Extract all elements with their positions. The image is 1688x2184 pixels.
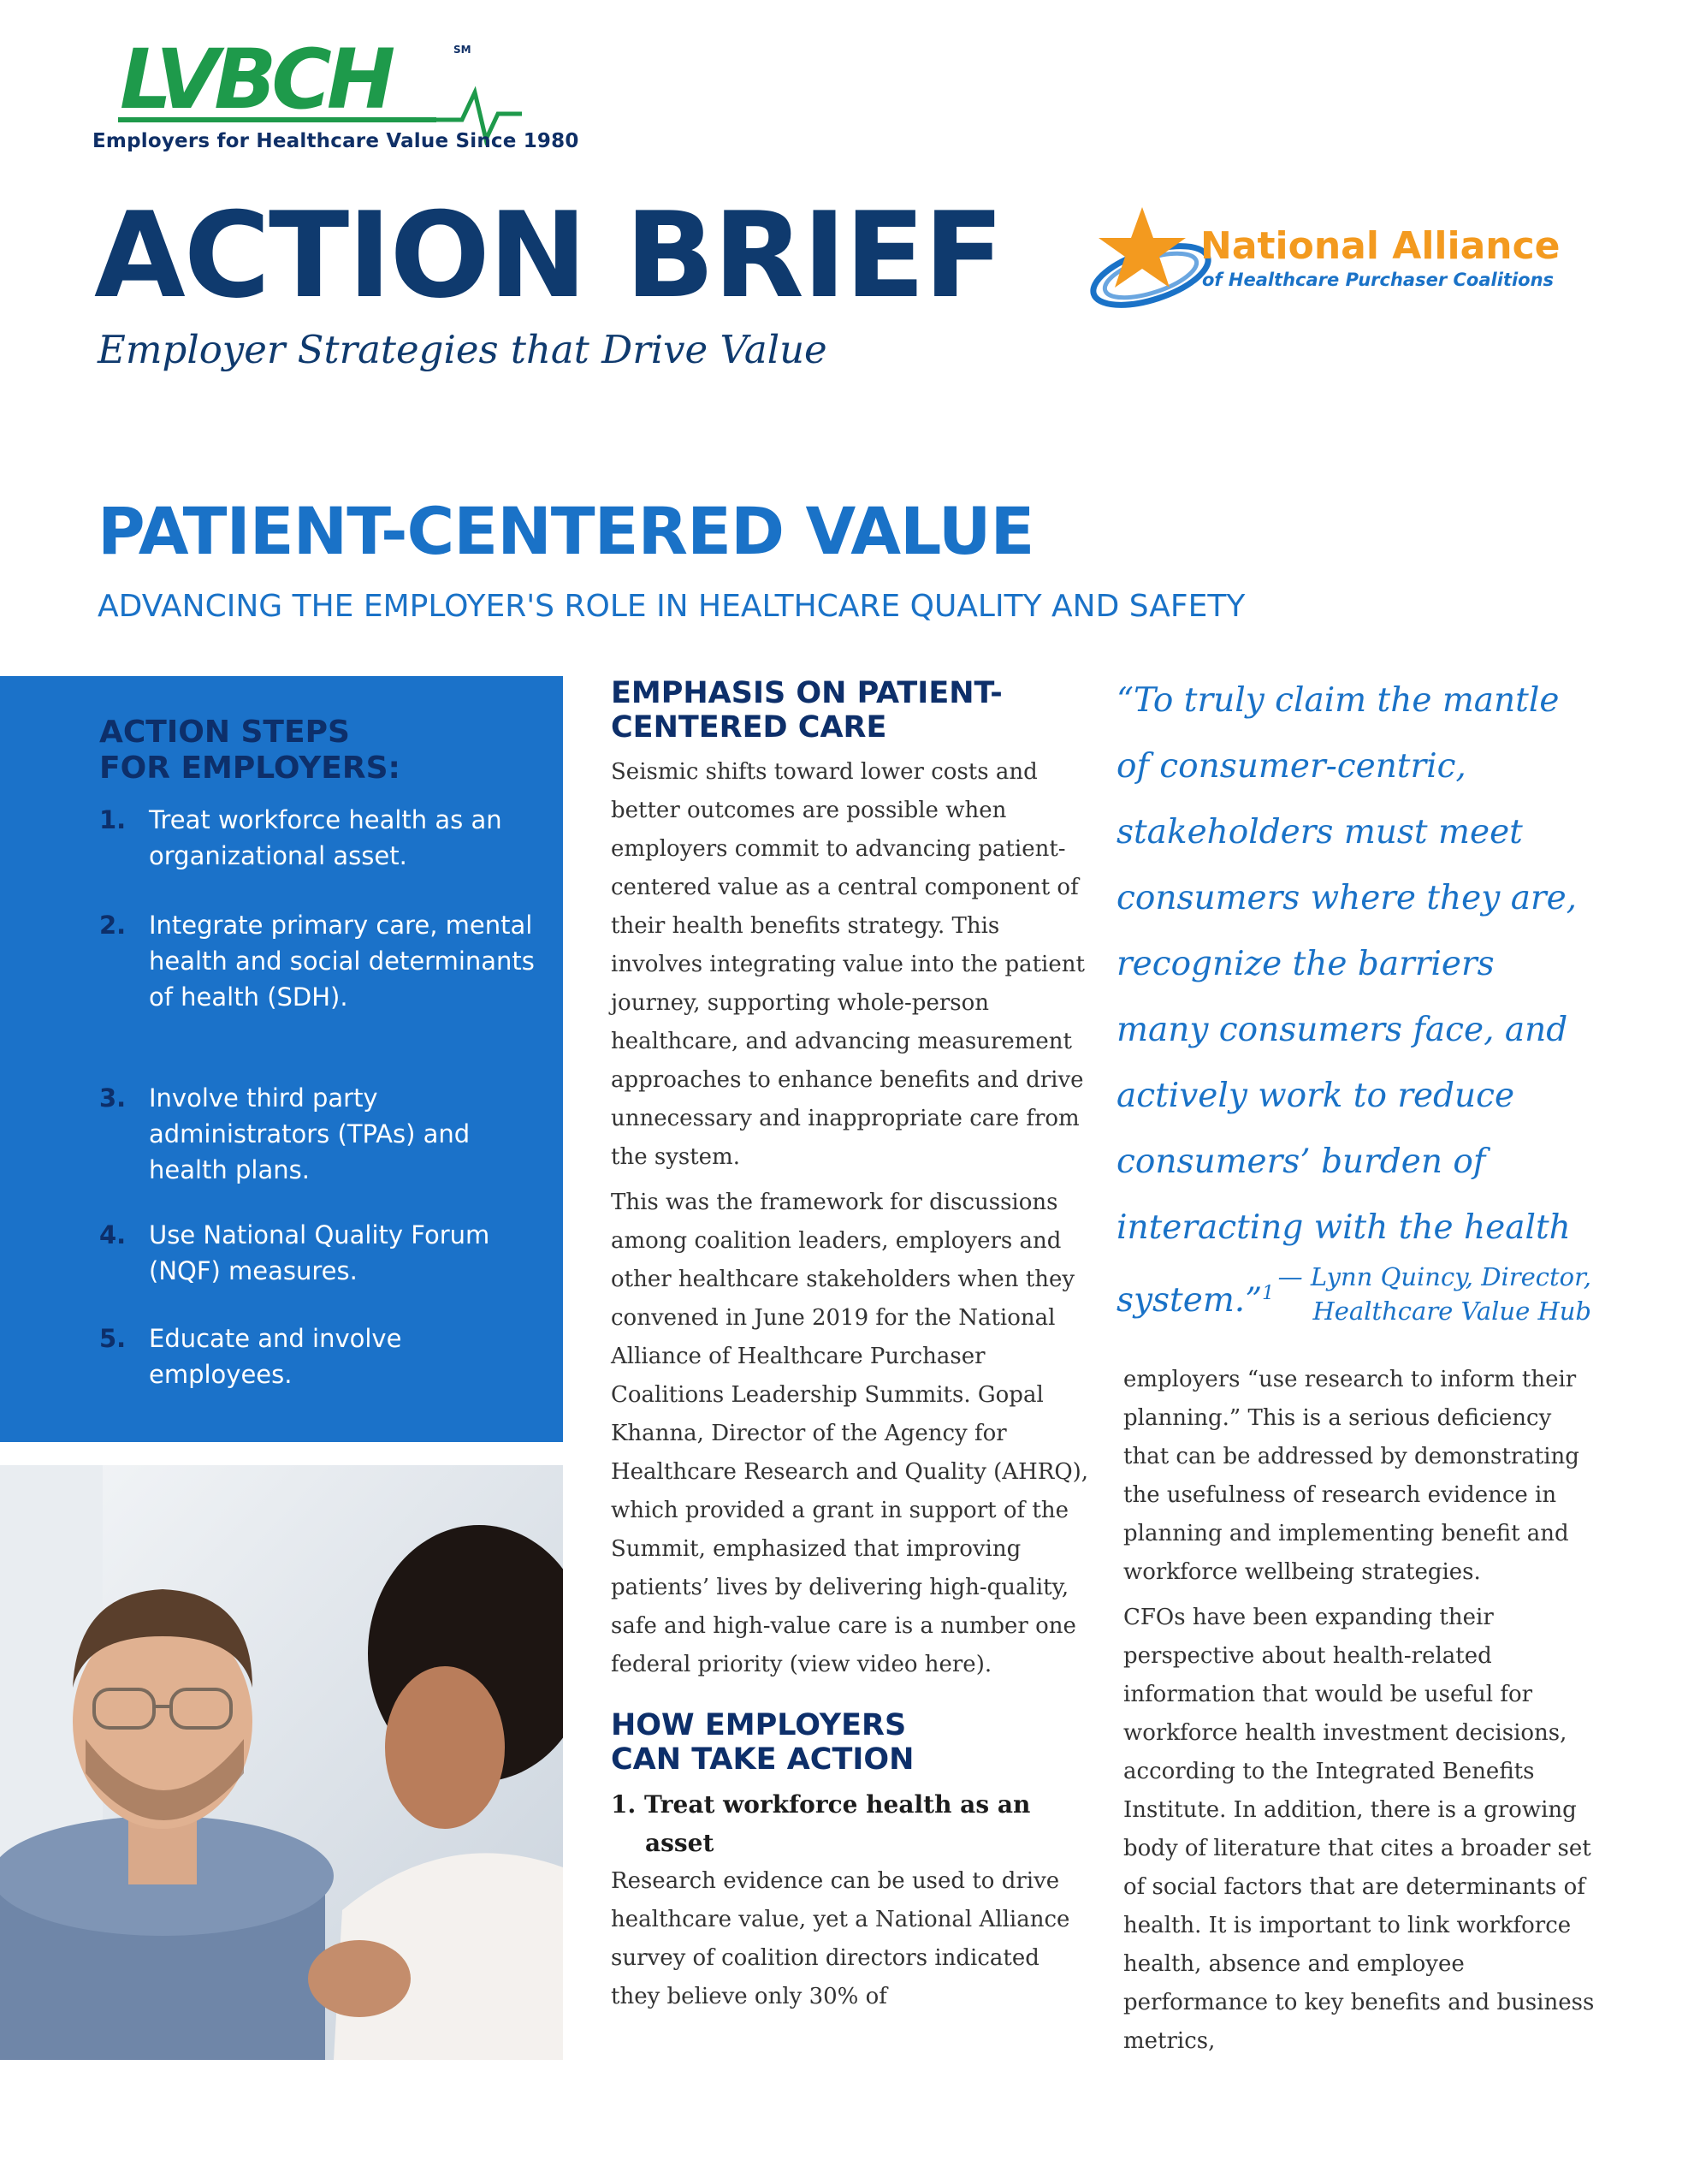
lvbch-logo-letter-l: LVBCH xyxy=(120,32,391,128)
paragraph: Seismic shifts toward lower costs and better outcomes are possible when employers commit to advancing patient-centered value as a central component of their health benefits strategy. This involves integrating value into the patient journey, supporting whole-person healthcare, and advancing measurement approaches to enhance benefits and drive unnecessary and inappropriate care from the system. xyxy=(611,759,1085,1170)
national-alliance-logo xyxy=(1082,205,1596,321)
action-step-text: Educate and involve employees. xyxy=(149,1324,402,1389)
photo-employees-meeting xyxy=(0,1465,563,2060)
section-heading-line: CAN TAKE ACTION xyxy=(611,1742,915,1777)
footnote-ref: 1 xyxy=(1262,1283,1275,1304)
action-step-text: Integrate primary care, mental health and social determinants of health (SDH). xyxy=(149,911,535,1012)
page-subtitle: ADVANCING THE EMPLOYER'S ROLE IN HEALTHCARE QUALITY AND SAFETY xyxy=(98,589,1246,624)
page-title: PATIENT-CENTERED VALUE xyxy=(98,493,1034,569)
attribution-line: Healthcare Value Hub xyxy=(1312,1297,1591,1326)
action-step-text: Involve third party administrators (TPAs) and health plans. xyxy=(149,1083,471,1184)
section-heading-line: CENTERED CARE xyxy=(611,710,887,745)
quote-attribution xyxy=(1116,1260,1591,1328)
attribution-line: — Lynn Quincy, Director, xyxy=(1277,1262,1591,1291)
action-step-number: 1. xyxy=(99,805,127,834)
section-heading-how-employers xyxy=(611,1708,1090,1777)
paragraph: employers “use research to inform their planning.” This is a serious deficiency that can be addressed by demonstrating the usefulness of research evidence in planning and implementing benefit and workforce wellbeing strategies. xyxy=(1123,1367,1579,1585)
action-brief-title: ACTION BRIEF xyxy=(94,187,1003,324)
paragraph: Research evidence can be used to drive healthcare value, yet a National Alliance survey of coalition directors indicated they believe only 30% of xyxy=(611,1868,1070,2009)
action-step xyxy=(99,1217,544,1289)
action-step xyxy=(99,802,544,874)
paragraph: CFOs have been expanding their perspective about health-related information that would be useful for workforce health investment decisions, according to the Integrated Benefits Institute. In addition, there is a growing body of literature that cites a broader set of social factors that are determinants of health. It is important to link workforce health, absence and employee performance to key benefits and business metrics, xyxy=(1123,1605,1595,2054)
action-steps-heading-line1: ACTION STEPS xyxy=(99,715,350,750)
action-steps-heading-line2: FOR EMPLOYERS: xyxy=(99,751,400,786)
action-step-number: 3. xyxy=(99,1083,127,1113)
action-step-text: Use National Quality Forum (NQF) measures. xyxy=(149,1220,490,1285)
partner-name: National Alliance xyxy=(1200,224,1561,268)
service-mark: SM xyxy=(453,44,471,56)
action-brief-subtitle: Employer Strategies that Drive Value xyxy=(98,327,827,372)
action-step-number: 2. xyxy=(99,911,127,940)
action-steps-heading xyxy=(99,715,400,786)
paragraph: This was the framework for discussions among coalition leaders, employers and other healthcare stakeholders when they convened in June 2019 for the National Alliance of Healthcare Purchaser Coalitions Leadership Summits. Gopal Khanna, Director of the Agency for Healthcare Research and Quality (AHRQ), which provided a grant in support of the Summit, emphasized that improving patients’ lives by delivering high-quality, safe and high-value care is a number one federal priority (view video here). xyxy=(611,1190,1089,1677)
right-column xyxy=(1123,1361,1602,2068)
action-step-text: Treat workforce health as an organizational asset. xyxy=(149,805,502,870)
section-heading-line: EMPHASIS ON PATIENT- xyxy=(611,676,1003,710)
action-step xyxy=(99,907,544,1015)
section-heading-line: HOW EMPLOYERS xyxy=(611,1708,907,1742)
action-step xyxy=(99,1080,544,1188)
pull-quote xyxy=(1116,668,1596,1333)
action-step-number: 4. xyxy=(99,1220,127,1249)
section-heading-emphasis xyxy=(611,676,1090,745)
lvbch-tagline: Employers for Healthcare Value Since 1980 xyxy=(92,130,579,152)
action-step-number: 5. xyxy=(99,1324,127,1353)
partner-subtitle: of Healthcare Purchaser Coalitions xyxy=(1202,270,1555,290)
subheading-treat-workforce-health: 1. Treat workforce health as an asset xyxy=(611,1790,1031,1857)
middle-column xyxy=(611,676,1090,2023)
pull-quote-text: “To truly claim the mantle of consumer-centric, stakeholders must meet consumers where they are, recognize the barriers many consumers face, and actively work to reduce consumers’ burden of interacting with the health system.” xyxy=(1116,681,1578,1320)
action-step xyxy=(99,1320,544,1392)
